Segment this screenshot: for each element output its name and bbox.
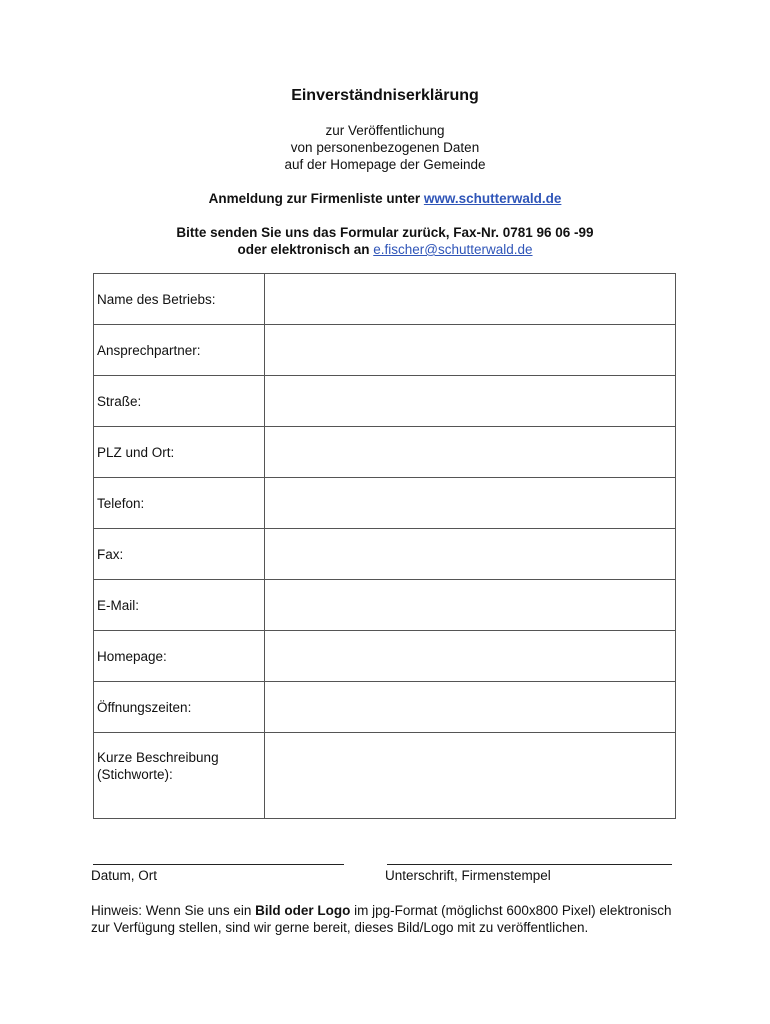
form-row-fax: [94, 529, 676, 580]
input-street[interactable]: [265, 376, 676, 427]
label-company-name: Name des Betriebs:: [94, 274, 265, 325]
input-homepage[interactable]: [265, 631, 676, 682]
send-instructions: [0, 224, 770, 258]
website-link[interactable]: www.schutterwald.de: [423, 191, 562, 206]
label-opening-hours: Öffnungszeiten:: [94, 682, 265, 733]
signature-stamp-line[interactable]: [387, 864, 672, 865]
input-company-name[interactable]: [265, 274, 676, 325]
form-row-phone: [94, 478, 676, 529]
input-zip-city[interactable]: [265, 427, 676, 478]
registration-form-table: [93, 273, 676, 819]
label-description-line-1: Kurze Beschreibung: [97, 750, 219, 765]
label-phone: Telefon:: [94, 478, 265, 529]
label-contact-person: Ansprechpartner:: [94, 325, 265, 376]
input-contact-person[interactable]: [265, 325, 676, 376]
form-row-contact: [94, 325, 676, 376]
registration-line: [0, 191, 770, 206]
form-row-opening-hours: [94, 682, 676, 733]
registration-text: Anmeldung zur Firmenliste unter: [208, 191, 424, 206]
label-street: Straße:: [94, 376, 265, 427]
input-opening-hours[interactable]: [265, 682, 676, 733]
input-email[interactable]: [265, 580, 676, 631]
form-row-description: [94, 733, 676, 819]
document-subtitle: [0, 122, 770, 173]
subtitle-line-1: zur Veröffentlichung: [325, 123, 445, 138]
form-row-email: [94, 580, 676, 631]
form-row-zip-city: [94, 427, 676, 478]
send-line-email: [0, 241, 770, 258]
hint-prefix: Hinweis: Wenn Sie uns ein: [91, 903, 256, 918]
send-line-fax: Bitte senden Sie uns das Formular zurück, Fax-Nr. 0781 96 06 -99: [176, 225, 594, 240]
subtitle-line-3: auf der Homepage der Gemeinde: [284, 157, 486, 172]
form-row-name: [94, 274, 676, 325]
subtitle-line-2: von personenbezogenen Daten: [290, 140, 480, 155]
hint-bold: Bild oder Logo: [255, 903, 351, 918]
label-fax: Fax:: [94, 529, 265, 580]
label-description-line-2: (Stichworte):: [97, 767, 173, 782]
form-row-street: [94, 376, 676, 427]
label-description: [94, 733, 265, 819]
document-title: Einverständniserklärung: [291, 87, 479, 104]
date-place-signature-line[interactable]: [93, 864, 344, 865]
label-homepage: Homepage:: [94, 631, 265, 682]
date-place-label: Datum, Ort: [91, 868, 158, 883]
input-phone[interactable]: [265, 478, 676, 529]
label-email: E-Mail:: [94, 580, 265, 631]
send-email-prefix: oder elektronisch an: [237, 242, 374, 257]
hint-paragraph: [91, 902, 691, 936]
signature-stamp-label: Unterschrift, Firmenstempel: [385, 868, 551, 883]
hint-suffix: im jpg-Format (möglichst 600x800 Pixel) elektronisch zur Verfügung stellen, sind wir gerne bereit, dieses Bild/Logo mit zu veröffentlichen.: [91, 903, 672, 935]
label-zip-city: PLZ und Ort:: [94, 427, 265, 478]
form-row-homepage: [94, 631, 676, 682]
input-fax[interactable]: [265, 529, 676, 580]
email-link[interactable]: e.fischer@schutterwald.de: [373, 242, 533, 257]
input-description[interactable]: [265, 733, 676, 819]
